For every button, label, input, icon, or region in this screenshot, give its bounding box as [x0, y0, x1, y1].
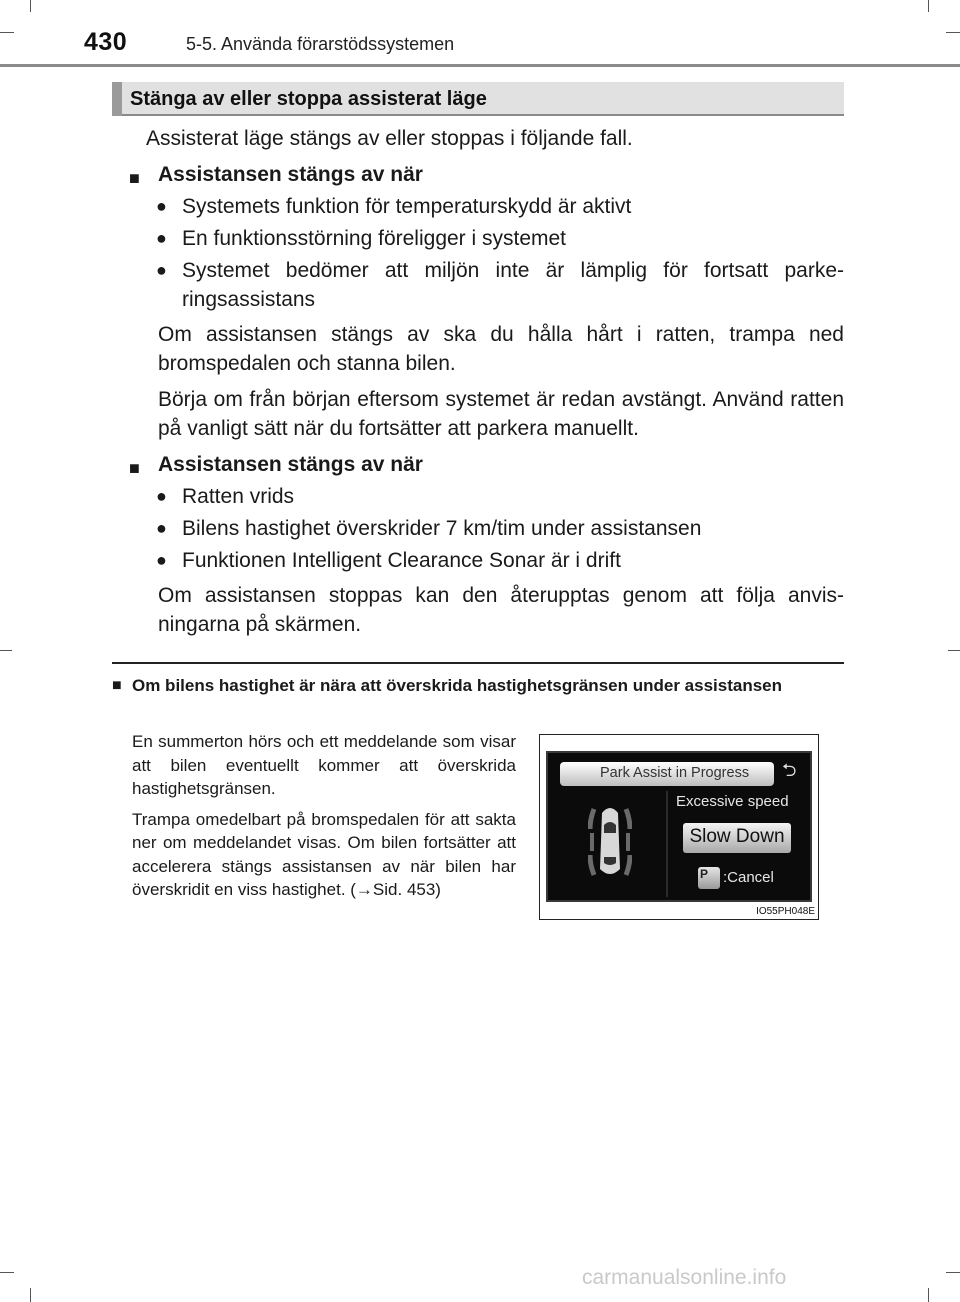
back-icon[interactable]: ⮌ — [782, 760, 797, 780]
watermark: carmanualsonline.info — [582, 1266, 787, 1289]
list-item: ● Bilens hastighet överskrider 7 km/tim under assistansen — [112, 514, 844, 543]
round-bullet-icon: ● — [156, 196, 167, 216]
status-text: Park Assist in Progress — [600, 765, 750, 781]
round-bullet-icon: ● — [156, 260, 167, 280]
list-item: ● Funktionen Intelligent Clearance Sonar är i drift — [112, 546, 844, 575]
round-bullet-icon: ● — [156, 550, 167, 570]
group-paragraph: Om assistansen stängs av ska du hålla hårt i ratten, trampa ned bromspedalen och stanna bilen. — [158, 323, 844, 375]
crop-mark — [0, 1272, 14, 1273]
main-content — [112, 124, 844, 646]
topic-title: Stänga av eller stoppa assisterat läge — [130, 88, 487, 110]
status-bar — [560, 762, 774, 786]
group-heading: ■ Assistansen stängs av när — [112, 160, 844, 189]
header-rule — [0, 64, 960, 67]
crop-mark — [30, 1288, 31, 1302]
section-title: 5-5. Använda förarstödssystemen — [186, 34, 455, 54]
page-number: 430 — [84, 28, 128, 56]
group-heading: ■ Assistansen stängs av när — [112, 450, 844, 479]
round-bullet-icon: ● — [156, 518, 167, 538]
intro-text: Assisterat läge stängs av eller stoppas i följande fall. — [146, 127, 633, 150]
car-top-view-icon — [588, 799, 632, 885]
crop-mark — [30, 0, 31, 12]
slow-down-label: Slow Down — [689, 826, 785, 847]
square-bullet-icon: ■ — [112, 677, 122, 694]
note-heading — [112, 674, 844, 697]
warning-message: Excessive speed — [676, 793, 789, 810]
group-paragraph: Om assistansen stoppas kan den återupptas genom att följa anvis-ningarna på skärmen. — [158, 584, 844, 636]
list-item: ● Systemet bedömer att miljön inte är lämplig för fortsatt parke-ringsassistans — [112, 256, 844, 314]
note-paragraph: En summerton hörs och ett meddelande som visar att bilen eventuellt kommer att överskrida hastighetsgränsen. — [132, 732, 516, 798]
square-bullet-icon: ■ — [129, 168, 140, 188]
note-heading-text: Om bilens hastighet är nära att överskrida hastighetsgränsen under assistansen — [132, 676, 782, 695]
crop-mark — [928, 1288, 929, 1302]
screen-divider — [666, 791, 668, 897]
note-body — [132, 730, 516, 909]
list-item: ● Systemets funktion för temperaturskydd är aktivt — [112, 192, 844, 221]
crop-mark — [948, 650, 960, 651]
round-bullet-icon: ● — [156, 486, 167, 506]
group-1 — [112, 160, 844, 443]
square-bullet-icon: ■ — [129, 458, 140, 478]
crop-mark — [0, 650, 12, 651]
display-figure — [539, 734, 819, 920]
title-accent-bar — [112, 82, 122, 116]
list-item: ● En funktionsstörning föreligger i systemet — [112, 224, 844, 253]
group-paragraph: Börja om från början eftersom systemet är redan avstängt. Använd ratten på vanligt sätt när du fortsätter att parkera manuellt. — [158, 388, 844, 440]
page-header — [0, 22, 960, 68]
figure-code: IO55PH048E — [756, 906, 815, 917]
group-2 — [112, 450, 844, 639]
slow-down-button — [683, 823, 791, 853]
parking-switch-icon: P — [698, 867, 720, 889]
round-bullet-icon: ● — [156, 228, 167, 248]
cancel-label: :Cancel — [723, 869, 774, 886]
note-paragraph: Trampa omedelbart på bromspedalen för att sakta ner om meddelandet visas. Om bilen fortsätter att accelerera stängs assistansen av när bilen har överskridit en viss hastighet. (→Sid. 453) — [132, 809, 516, 899]
list-item: ● Ratten vrids — [112, 482, 844, 511]
crop-mark — [928, 0, 929, 12]
crop-mark — [946, 1272, 960, 1273]
topic-title-box — [112, 82, 844, 116]
section-divider — [112, 662, 844, 664]
display-screen — [546, 751, 812, 902]
